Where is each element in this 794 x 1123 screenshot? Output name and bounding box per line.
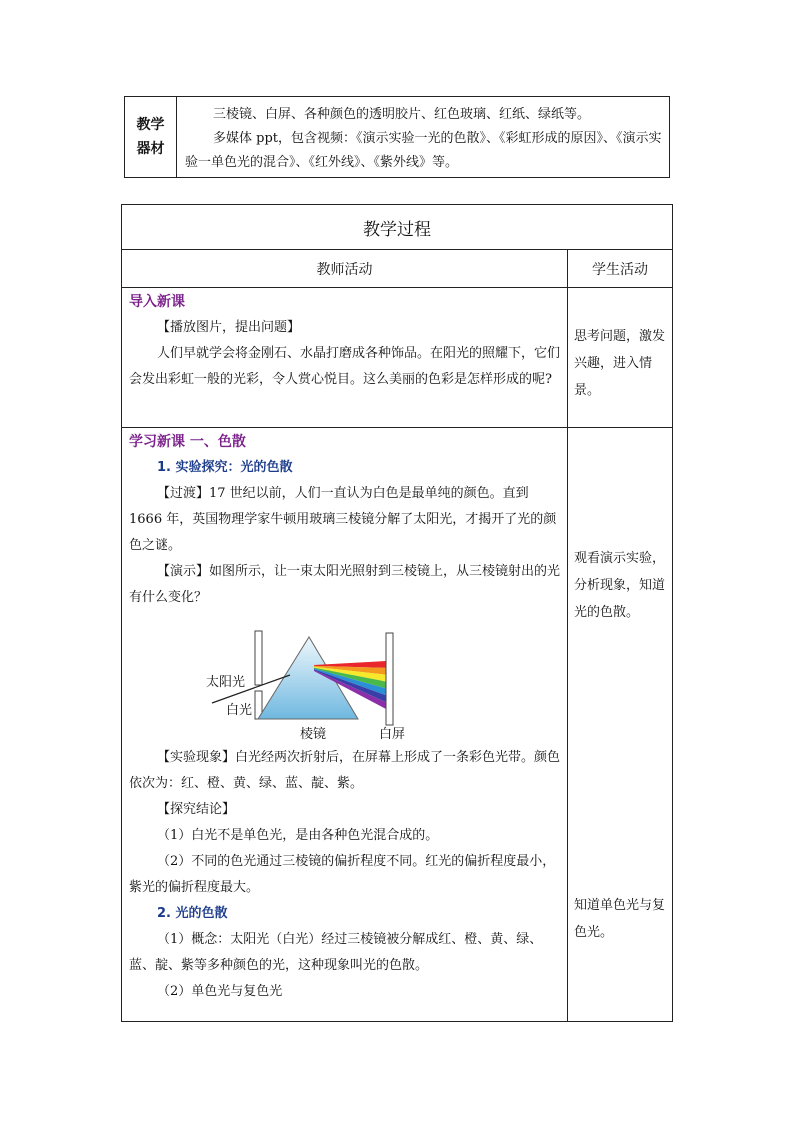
materials-content (185, 103, 663, 175)
intro-student-activity: 思考问题，激发兴趣，进入情景。 (574, 329, 666, 398)
dispersion-concept: （1）概念：太阳光（白光）经过三棱镜被分解成红、橙、黄、绿、蓝、靛、紫等多种颜色的光，这种现象叫光的色散。 (129, 932, 543, 973)
phenomenon-text: 【实验现象】白光经两次折射后，在屏幕上形成了一条彩色光带。颜色依次为：红、橙、黄、绿、蓝、靛、紫。 (129, 750, 561, 791)
dispersion-types: （2）单色光与复色光 (157, 984, 283, 999)
subheading-experiment: 1. 实验探究：光的色散 (157, 460, 293, 475)
conclusion-2: （2）不同的色光通过三棱镜的偏折程度不同。红光的偏折程度最小，紫光的偏折程度最大。 (129, 854, 556, 895)
student-column-header: 学生活动 (592, 262, 648, 278)
demo-text: 【演示】如图所示，让一束太阳光照射到三棱镜上，从三棱镜射出的光有什么变化？ (129, 564, 561, 605)
dispersion-student-activity: 观看演示实验，分析现象，知道光的色散。 (574, 551, 666, 620)
column-divider (567, 249, 568, 1021)
conclusion-1: （1）白光不是单色光，是由各种色光混合成的。 (157, 828, 439, 843)
materials-label (125, 97, 177, 177)
mono-light-student-activity: 知道单色光与复色光。 (574, 898, 666, 940)
screen-label: 白屏 (379, 727, 406, 742)
white-light-label: 白光 (226, 703, 253, 718)
conclusion-tag: 【探究结论】 (157, 802, 236, 817)
intro-tag: 【播放图片，提出问题】 (157, 320, 301, 335)
subheading-dispersion: 2. 光的色散 (157, 906, 228, 921)
materials-line1: 三棱镜、白屏、各种颜色的透明胶片、红色玻璃、红纸、绿纸等。 (213, 107, 591, 122)
teacher-column-header: 教师活动 (316, 262, 373, 278)
divider (122, 427, 672, 428)
new-lesson-heading: 学习新课 一、色散 (129, 434, 246, 450)
new-lesson-section (129, 429, 561, 611)
results-section (129, 745, 561, 1005)
process-title: 教学过程 (363, 219, 431, 240)
prism-label: 棱镜 (300, 727, 327, 742)
intro-heading: 导入新课 (129, 294, 185, 310)
slit-barrier-top (255, 631, 262, 685)
materials-label-line1: 教学 (136, 117, 165, 133)
intro-section (129, 289, 561, 393)
divider (122, 249, 672, 250)
process-table (121, 204, 673, 1022)
materials-label-line2: 器材 (136, 141, 165, 157)
intro-text: 人们早就学会将金刚石、水晶打磨成各种饰品。在阳光的照耀下，它们会发出彩虹一般的光彩，令人赏心悦目。这么美丽的色彩是怎样形成的呢? (129, 346, 561, 387)
materials-line2: 多媒体 ppt，包含视频：《演示实验一光的色散》、《彩虹形成的原因》、《演示实验一单色光的混合》、《红外线》、《紫外线》等。 (185, 131, 662, 170)
sunlight-label: 太阳光 (206, 675, 246, 690)
divider (122, 287, 672, 288)
transition-text: 【过渡】17 世纪以前，人们一直认为白色是最单纯的颜色。直到 1666 年，英国物理学家牛顿用玻璃三棱镜分解了太阳光，才揭开了光的颜色之谜。 (129, 486, 557, 553)
white-screen (386, 633, 393, 725)
materials-table (124, 96, 670, 178)
